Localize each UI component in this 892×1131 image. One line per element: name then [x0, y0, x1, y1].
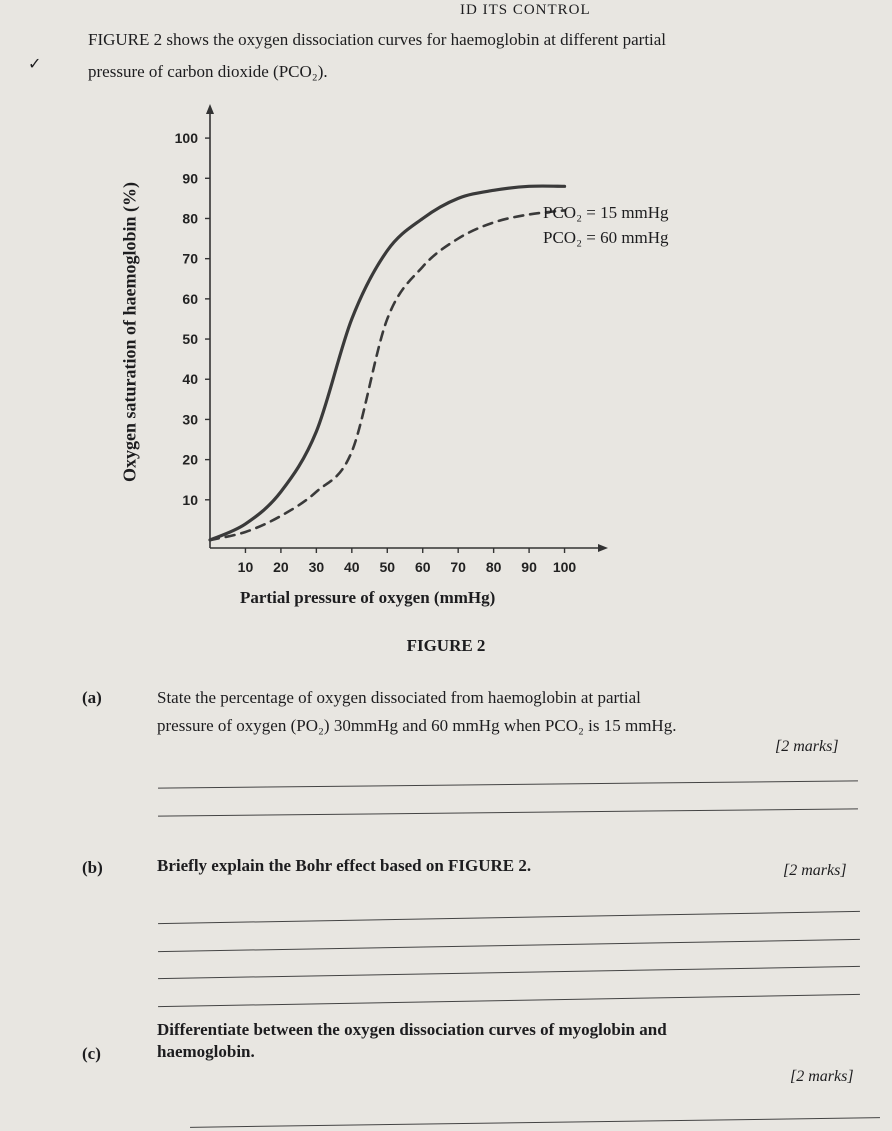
answer-line-b-1[interactable]	[158, 911, 860, 924]
y-axis-ticks	[175, 130, 210, 508]
question-b-line-1: Briefly explain the Bohr effect based on FIGURE 2.	[157, 856, 532, 875]
question-c-marks: [2 marks]	[790, 1068, 854, 1085]
y-tick-label: 60	[182, 290, 198, 307]
answer-line-c-1[interactable]	[190, 1117, 880, 1128]
answer-line-b-2[interactable]	[158, 939, 860, 952]
x-tick-label: 90	[521, 559, 537, 575]
question-b-marks: [2 marks]	[783, 862, 847, 879]
y-axis-arrow	[206, 104, 214, 114]
intro-line-2: pressure of carbon dioxide (PCO₂).	[88, 62, 328, 81]
question-a-line-2: pressure of oxygen (PO₂) 30mmHg and 60 mmHg when PCO₂ is 15 mmHg.	[157, 716, 677, 735]
question-c-number: (c)	[82, 1044, 101, 1063]
y-tick-label: 30	[182, 411, 198, 428]
x-tick-label: 70	[450, 559, 466, 575]
x-tick-label: 20	[273, 559, 289, 575]
x-axis-ticks	[238, 548, 577, 575]
check-mark-icon: ✓	[28, 56, 42, 73]
answer-line-a-2[interactable]	[158, 808, 858, 816]
question-c-line-1: Differentiate between the oxygen dissociation curves of myoglobin and	[157, 1020, 667, 1039]
y-tick-label: 40	[182, 371, 198, 388]
question-a-marks: [2 marks]	[775, 738, 839, 755]
chart-series	[210, 186, 565, 540]
series-line-2	[210, 210, 565, 540]
x-tick-label: 100	[552, 559, 577, 575]
y-tick-label: 100	[174, 130, 198, 147]
x-tick-label: 60	[414, 559, 431, 575]
chart-axes	[206, 104, 608, 552]
y-tick-label: 80	[182, 210, 198, 227]
question-a-line-1: State the percentage of oxygen dissociated from haemoglobin at partial	[157, 688, 641, 707]
y-tick-label: 50	[182, 331, 198, 348]
question-a-number: (a)	[82, 688, 102, 707]
y-tick-label: 20	[182, 451, 198, 468]
x-tick-label: 40	[344, 559, 360, 575]
series-line-1	[210, 186, 565, 540]
y-tick-label: 10	[182, 491, 198, 508]
answer-line-a-1[interactable]	[158, 780, 858, 788]
x-tick-label: 50	[379, 559, 396, 575]
x-tick-label: 10	[237, 559, 254, 575]
y-axis-label: Oxygen saturation of haemoglobin (%)	[119, 181, 140, 483]
x-axis-label: Partial pressure of oxygen (mmHg)	[240, 588, 496, 607]
question-b-number: (b)	[82, 858, 103, 877]
x-tick-label: 30	[308, 559, 325, 575]
page-header-fragment: ID ITS CONTROL	[460, 2, 591, 18]
answer-line-b-3[interactable]	[158, 966, 860, 979]
legend-series-2: PCO₂ = 60 mmHg	[543, 228, 669, 247]
y-tick-label: 70	[182, 250, 198, 267]
figure-caption: FIGURE 2	[406, 636, 486, 655]
legend-series-1: PCO₂ = 15 mmHg	[543, 203, 669, 222]
answer-line-b-4[interactable]	[158, 994, 860, 1007]
x-tick-label: 80	[485, 559, 502, 575]
intro-line-1: FIGURE 2 shows the oxygen dissociation curves for haemoglobin at different partial	[88, 30, 667, 49]
x-axis-arrow	[598, 544, 608, 552]
y-tick-label: 90	[182, 170, 198, 187]
question-c-line-2: haemoglobin.	[157, 1042, 255, 1061]
